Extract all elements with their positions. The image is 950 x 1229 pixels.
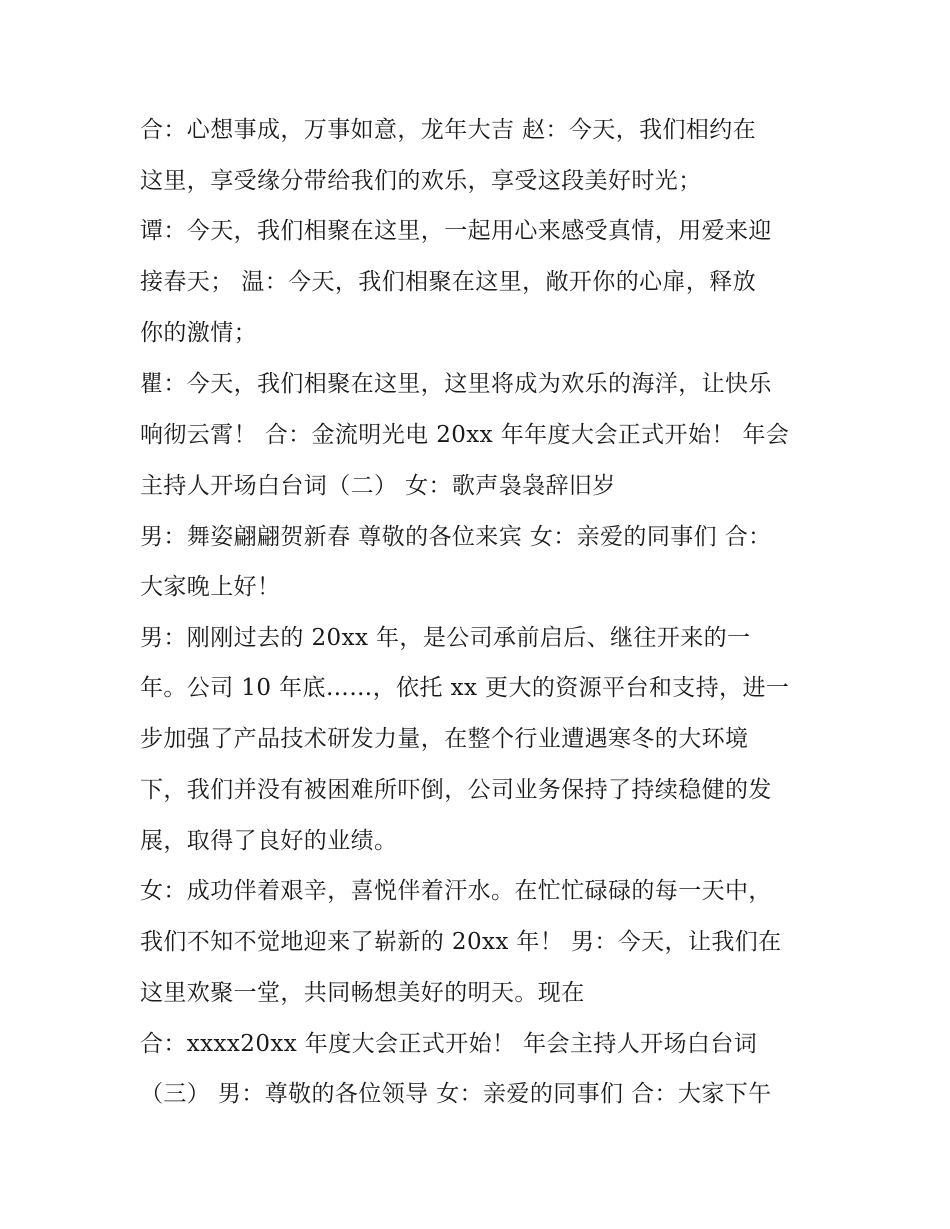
text-line: 年。公司 10 年底……，依托 xx 更大的资源平台和支持，进一	[140, 675, 790, 701]
text-line: 合：心想事成，万事如意，龙年大吉 赵：今天，我们相约在	[140, 117, 757, 143]
text-line: 男：刚刚过去的 20xx 年，是公司承前启后、继往开来的一	[140, 625, 751, 651]
text-line: 这里欢聚一堂，共同畅想美好的明天。现在	[140, 980, 585, 1006]
text-line: 男：舞姿翩翩贺新春 尊敬的各位来宾 女：亲爱的同事们 合：	[140, 524, 772, 550]
text-line: 步加强了产品技术研发力量，在整个行业遭遇寒冬的大环境	[140, 726, 749, 752]
text-line: 我们不知不觉地迎来了崭新的 20xx 年！ 男：今天，让我们在	[140, 929, 782, 955]
text-line: 合：xxxx20xx 年度大会正式开始！ 年会主持人开场白台词	[140, 1031, 758, 1057]
text-line: 展，取得了良好的业绩。	[140, 828, 398, 854]
text-line: 大家晚上好！	[140, 574, 281, 600]
text-line: 下，我们并没有被困难所吓倒，公司业务保持了持续稳健的发	[140, 777, 772, 803]
text-line: 女：成功伴着艰辛，喜悦伴着汗水。在忙忙碌碌的每一天中，	[140, 878, 772, 904]
text-line: 接春天； 温：今天，我们相聚在这里，敞开你的心扉，释放	[140, 269, 757, 295]
text-line: 响彻云霄！ 合：金流明光电 20xx 年年度大会正式开始！ 年会	[140, 422, 790, 448]
text-line: 谭：今天，我们相聚在这里，一起用心来感受真情，用爱来迎	[140, 218, 772, 244]
text-line: 这里，享受缘分带给我们的欢乐，享受这段美好时光；	[140, 168, 702, 194]
text-line: 主持人开场白台词（二） 女：歌声袅袅辞旧岁	[140, 473, 616, 499]
text-line: 瞿：今天，我们相聚在这里，这里将成为欢乐的海洋，让快乐	[140, 371, 772, 397]
text-line: 你的激情；	[140, 320, 257, 346]
text-line: （三） 男：尊敬的各位领导 女：亲爱的同事们 合：大家下午	[140, 1081, 772, 1107]
